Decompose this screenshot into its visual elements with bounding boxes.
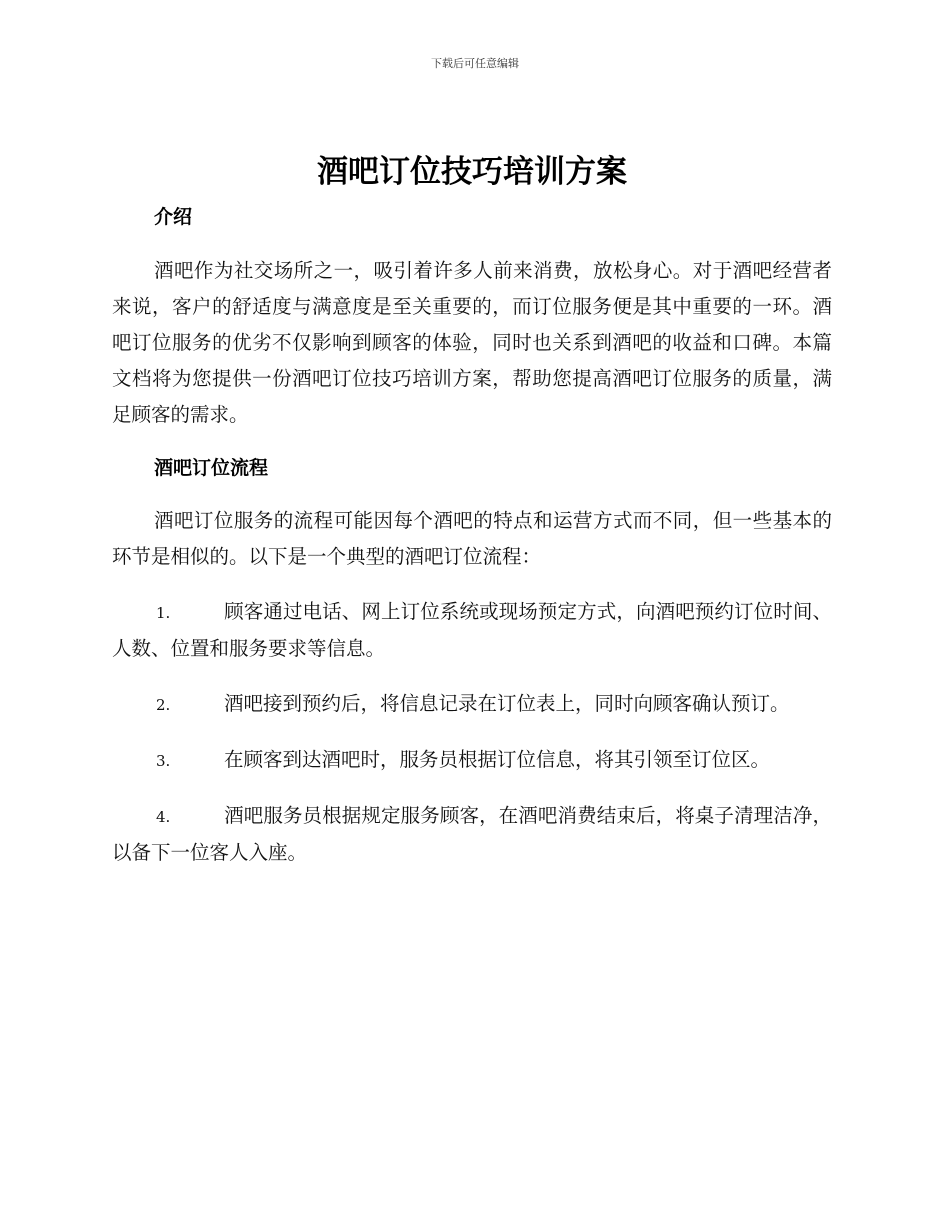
- section-heading-intro: 介绍: [154, 206, 193, 228]
- list-item-text: 在顾客到达酒吧时，服务员根据订位信息，将其引领至订位区。: [224, 748, 771, 771]
- list-item-text: 酒吧接到预约后，将信息记录在订位表上，同时向顾客确认预订。: [224, 692, 790, 715]
- list-item-number: 1.: [156, 604, 171, 622]
- list-item: [112, 686, 832, 723]
- list-item: [112, 594, 832, 667]
- list-item-number: 3.: [156, 752, 171, 770]
- list-item-text: 顾客通过电话、网上订位系统或现场预定方式，向酒吧预约订位时间、人数、位置和服务要求等信息。: [112, 600, 832, 660]
- page-header-note: 下载后可任意编辑: [431, 57, 519, 70]
- list-item: [112, 742, 832, 779]
- list-item-number: 4.: [156, 808, 171, 826]
- list-item-text: 酒吧服务员根据规定服务顾客，在酒吧消费结束后，将桌子清理洁净，以备下一位客人入座。: [112, 804, 832, 864]
- process-paragraph: 酒吧订位服务的流程可能因每个酒吧的特点和运营方式而不同，但一些基本的环节是相似的。以下是一个典型的酒吧订位流程：: [112, 509, 832, 568]
- document-body: [112, 148, 832, 871]
- list-item: [112, 798, 832, 871]
- intro-paragraph: 酒吧作为社交场所之一，吸引着许多人前来消费，放松身心。对于酒吧经营者来说，客户的舒适度与满意度是至关重要的，而订位服务便是其中重要的一环。酒吧订位服务的优劣不仅影响到顾客的体验，同时也关系到酒吧的收益和口碑。本篇文档将为您提供一份酒吧订位技巧培训方案，帮助您提高酒吧订位服务的质量，满足顾客的需求。: [112, 259, 832, 426]
- section-heading-process: 酒吧订位流程: [154, 457, 269, 479]
- document-title: 酒吧订位技巧培训方案: [317, 154, 627, 190]
- list-item-number: 2.: [156, 696, 171, 714]
